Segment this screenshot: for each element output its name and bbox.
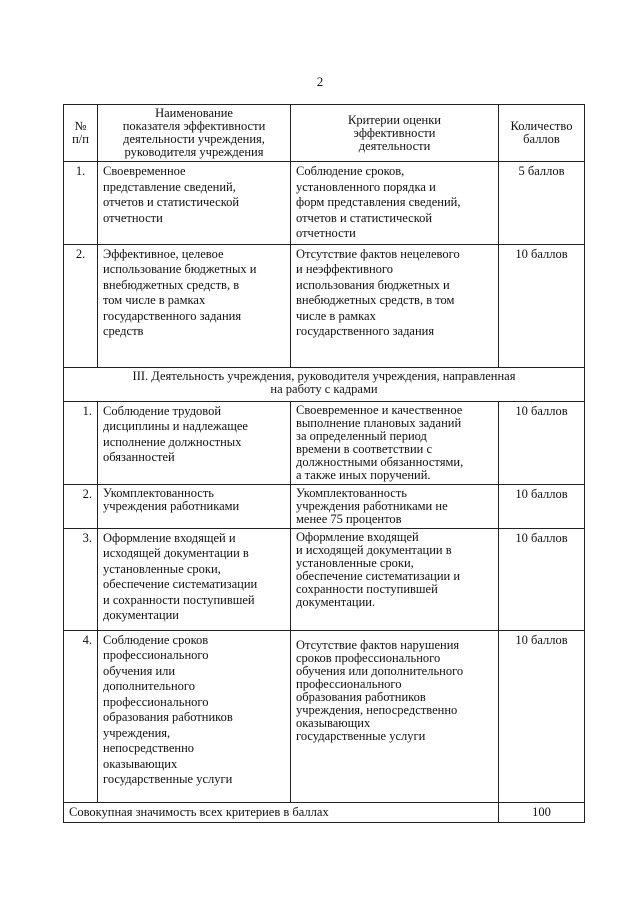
header-score: Количество баллов xyxy=(499,105,585,162)
row-criteria: Отсутствие фактов нарушения сроков профессионального обучения или дополнительного профессионального образования работников учреждения, непосредственно оказывающих государственные услуги xyxy=(291,630,499,802)
table-row xyxy=(64,484,585,528)
section-title: III. Деятельность учреждения, руководителя учреждения, направленная на работу с кадрами xyxy=(64,367,585,401)
row-num: 2. xyxy=(64,244,98,367)
row-criteria: Соблюдение сроков, установленного порядка и форм представления сведений, отчетов и статистической отчетности xyxy=(291,162,499,245)
row-score: 10 баллов xyxy=(499,630,585,802)
table-row xyxy=(64,244,585,367)
header-row xyxy=(64,105,585,162)
row-indicator: Соблюдение сроков профессионального обучения или дополнительного профессионального образования работников учреждения, непосредственно оказывающих государственные услуги xyxy=(98,630,291,802)
row-score: 10 баллов xyxy=(499,244,585,367)
table-row xyxy=(64,528,585,630)
table-row xyxy=(64,162,585,245)
row-num: 2. xyxy=(64,484,98,528)
row-score: 10 баллов xyxy=(499,401,585,484)
row-score: 10 баллов xyxy=(499,528,585,630)
header-num: № п/п xyxy=(64,105,98,162)
row-indicator: Эффективное, целевое использование бюджетных и внебюджетных средств, в том числе в рамках государственного задания средств xyxy=(98,244,291,367)
row-score: 5 баллов xyxy=(499,162,585,245)
row-criteria: Оформление входящей и исходящей документации в установленные сроки, обеспечение систематизации и сохранности поступившей документации. xyxy=(291,528,499,630)
row-score: 10 баллов xyxy=(499,484,585,528)
row-criteria: Своевременное и качественное выполнение плановых заданий за определенный период времени в соответствии с должностными обязанностями, а также иных поручений. xyxy=(291,401,499,484)
total-row xyxy=(64,802,585,823)
row-num: 4. xyxy=(64,630,98,802)
total-value: 100 xyxy=(499,802,585,823)
row-indicator: Своевременное представление сведений, отчетов и статистической отчетности xyxy=(98,162,291,245)
total-label: Совокупная значимость всех критериев в баллах xyxy=(64,802,499,823)
row-num: 1. xyxy=(64,401,98,484)
table-row xyxy=(64,630,585,802)
row-num: 3. xyxy=(64,528,98,630)
table-row xyxy=(64,401,585,484)
row-indicator: Соблюдение трудовой дисциплины и надлежащее исполнение должностных обязанностей xyxy=(98,401,291,484)
section-row xyxy=(64,367,585,401)
page-number: 2 xyxy=(316,74,324,89)
row-indicator: Оформление входящей и исходящей документации в установленные сроки, обеспечение систематизации и сохранности поступившей документации xyxy=(98,528,291,630)
row-indicator: Укомплектованность учреждения работниками xyxy=(98,484,291,528)
row-num: 1. xyxy=(64,162,98,245)
row-criteria: Отсутствие фактов нецелевого и неэффективного использования бюджетных и внебюджетных средств, в том числе в рамках государственного задания xyxy=(291,244,499,367)
criteria-table xyxy=(63,104,585,823)
row-criteria: Укомплектованность учреждения работниками не менее 75 процентов xyxy=(291,484,499,528)
header-criteria: Критерии оценки эффективности деятельности xyxy=(291,105,499,162)
header-indicator: Наименование показателя эффективности деятельности учреждения, руководителя учреждения xyxy=(98,105,291,162)
